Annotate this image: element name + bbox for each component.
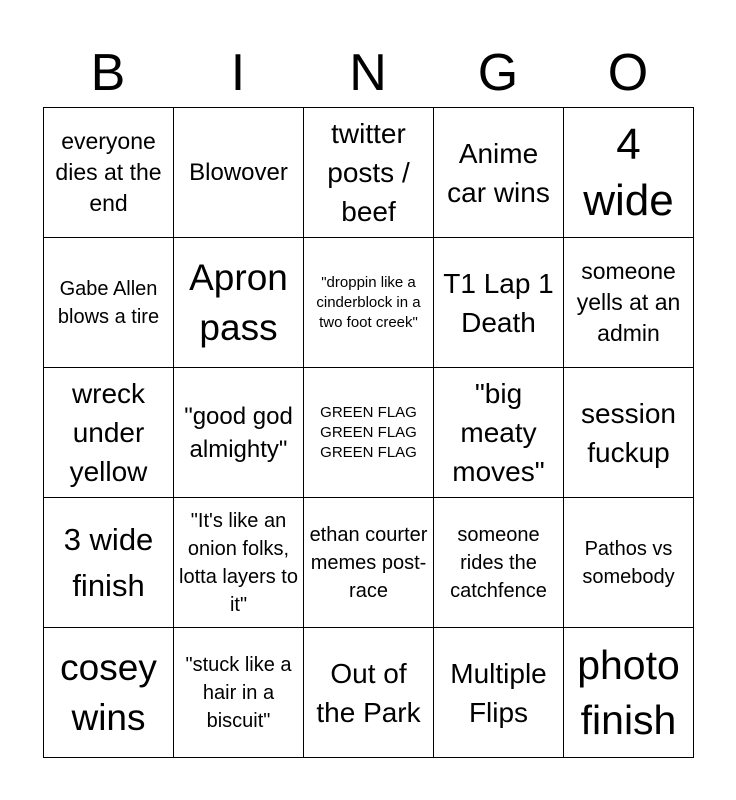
- bingo-cell[interactable]: Out of the Park: [304, 628, 434, 758]
- board-row-3: [44, 368, 694, 498]
- bingo-cell[interactable]: Pathos vs somebody: [564, 498, 694, 628]
- bingo-cell[interactable]: "stuck like a hair in a biscuit": [174, 628, 304, 758]
- bingo-cell[interactable]: 3 wide finish: [44, 498, 174, 628]
- bingo-cell[interactable]: Anime car wins: [434, 108, 564, 238]
- bingo-cell[interactable]: ethan courter memes post-race: [304, 498, 434, 628]
- bingo-cell[interactable]: Gabe Allen blows a tire: [44, 238, 174, 368]
- bingo-cell[interactable]: GREEN FLAG GREEN FLAG GREEN FLAG: [304, 368, 434, 498]
- board-row-4: [44, 498, 694, 628]
- bingo-board: [43, 107, 694, 758]
- bingo-cell[interactable]: session fuckup: [564, 368, 694, 498]
- header-letter-i: I: [230, 44, 246, 102]
- bingo-header: [43, 40, 693, 106]
- bingo-cell[interactable]: T1 Lap 1 Death: [434, 238, 564, 368]
- board-row-1: [44, 108, 694, 238]
- bingo-cell[interactable]: everyone dies at the end: [44, 108, 174, 238]
- bingo-cell[interactable]: twitter posts / beef: [304, 108, 434, 238]
- bingo-cell[interactable]: wreck under yellow: [44, 368, 174, 498]
- bingo-cell[interactable]: Multiple Flips: [434, 628, 564, 758]
- bingo-cell[interactable]: "good god almighty": [174, 368, 304, 498]
- bingo-cell[interactable]: 4 wide: [564, 108, 694, 238]
- header-letter-n: N: [349, 44, 387, 102]
- bingo-cell[interactable]: Apron pass: [174, 238, 304, 368]
- header-letter-b: B: [90, 44, 126, 102]
- header-letter-o: O: [607, 44, 649, 102]
- bingo-cell[interactable]: someone yells at an admin: [564, 238, 694, 368]
- bingo-cell[interactable]: "droppin like a cinderblock in a two foot creek": [304, 238, 434, 368]
- board-row-2: [44, 238, 694, 368]
- board-row-5: [44, 628, 694, 758]
- bingo-cell[interactable]: someone rides the catchfence: [434, 498, 564, 628]
- header-letter-g: G: [477, 44, 519, 102]
- bingo-cell[interactable]: photo finish: [564, 628, 694, 758]
- bingo-cell[interactable]: "big meaty moves": [434, 368, 564, 498]
- bingo-cell[interactable]: "It's like an onion folks, lotta layers to it": [174, 498, 304, 628]
- bingo-cell[interactable]: Blowover: [174, 108, 304, 238]
- bingo-cell[interactable]: cosey wins: [44, 628, 174, 758]
